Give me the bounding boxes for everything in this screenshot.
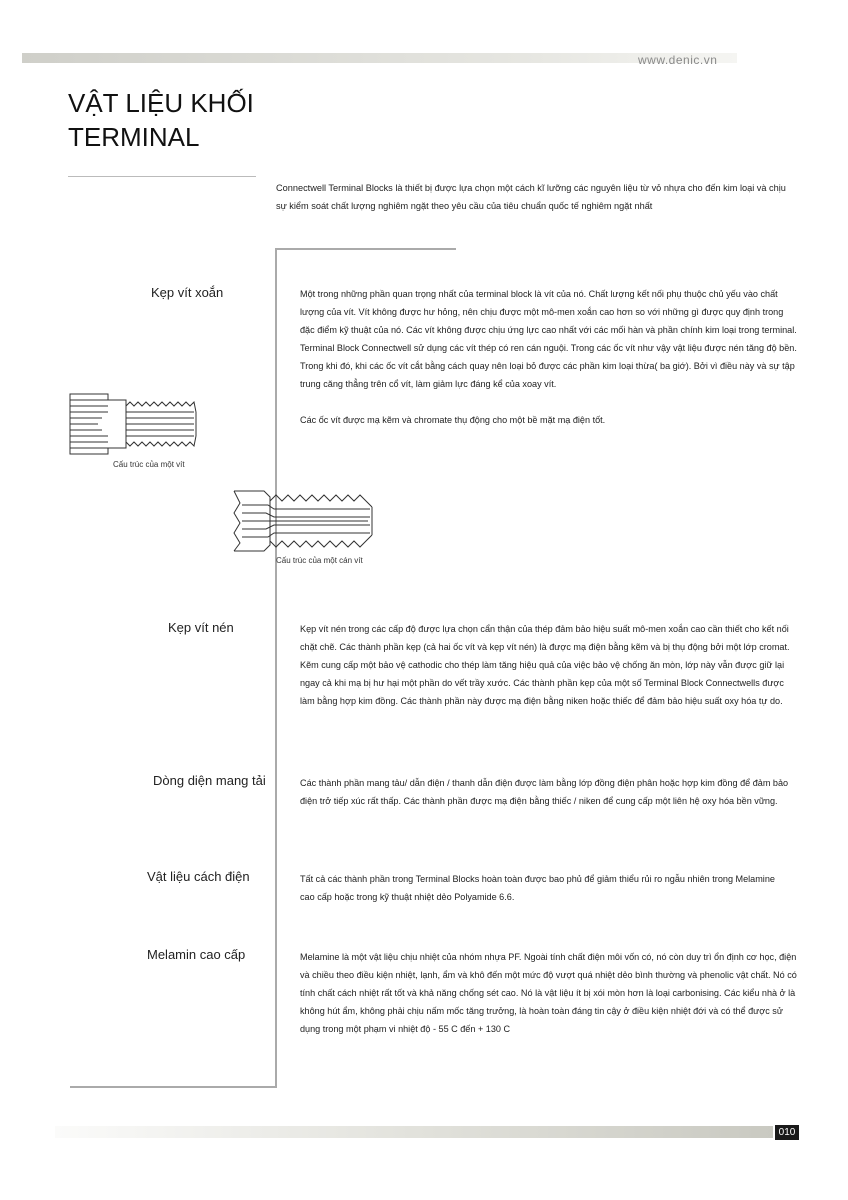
screw-shank-diagram bbox=[230, 487, 380, 557]
section-bottom-rule bbox=[70, 1086, 277, 1088]
section-body-screw-clamp bbox=[300, 285, 800, 429]
section-body-melamine bbox=[300, 948, 800, 1038]
section-top-rule bbox=[275, 248, 456, 250]
screw-diagram bbox=[68, 392, 200, 462]
section-body-current-carrying bbox=[300, 774, 800, 810]
section-label-melamine: Melamin cao cấp bbox=[147, 947, 246, 962]
title-divider bbox=[68, 176, 256, 177]
page-title bbox=[68, 86, 254, 154]
section-paragraph: Các ốc vít được mạ kẽm và chromate thụ động cho một bề mặt mạ điện tốt. bbox=[300, 415, 606, 425]
screw-caption: Cấu trúc của một vít bbox=[113, 460, 185, 469]
section-paragraph: Các thành phần mang tảu/ dẫn điện / thanh dẫn điện được làm bằng lớp đồng điện phân hoặc hợp kim đồng để đảm bảo điện trở tiếp xúc rất thấp. Các thành phần được mạ điện bằng thiếc / niken để cung cấp một liên hệ oxy hóa bền vững. bbox=[300, 778, 789, 806]
section-paragraph: Melamine là một vật liệu chịu nhiệt của nhóm nhựa PF. Ngoài tính chất điện môi vốn có, nó còn duy trì ổn định cơ học, điện và chiều theo điều kiện nhiệt, lạnh, ẩm và khô đến một mức độ vượt quá nhiệt dẻo bình thường và phenolic vật chất. Nó có tính chất cách nhiệt rất tốt và khả năng chống sét cao. Nó là vật liệu ít bị xói mòn hơn là loại carbonising. Các kiểu nhà ở là không hút ẩm, không phải chịu nấm mốc tăng trưởng, là hoàn toàn đáng tin cậy ở điều kiện nhiệt đới và có thể được sử dụng trong một phạm vi nhiệt độ - 55 C đến + 130 C bbox=[300, 952, 797, 1034]
section-vertical-rule bbox=[275, 248, 277, 1088]
screw-shank-caption: Cấu trúc của một cán vít bbox=[276, 556, 363, 565]
section-label-current-carrying: Dòng diện mang tải bbox=[153, 773, 266, 788]
intro-paragraph: Connectwell Terminal Blocks là thiết bị được lựa chọn một cách kĩ lưỡng các nguyên liệu từ vỏ nhựa cho đến kim loại và chịu sự kiểm soát chất lượng nghiêm ngặt theo yêu cầu của tiêu chuẩn quốc tế nghiêm ngặt nhất bbox=[276, 183, 786, 211]
section-label-compression-clamp: Kẹp vít nén bbox=[168, 620, 234, 635]
section-paragraph: Một trong những phần quan trọng nhất của terminal block là vít của nó. Chất lượng kết nối phụ thuộc chủ yếu vào chất lượng của vít. Vít không được hư hỏng, nên chịu được một mô-men xoắn cao hơn so với những gì được quy định trong đặc điểm kỹ thuật của nó. Các vít không được chịu ứng lực cao nhất với các mối hàn và phần chính kim loại trong terminal. bbox=[300, 289, 797, 335]
section-paragraph: Kẹp vít nén trong các cấp độ được lựa chọn cẩn thận của thép đảm bảo hiệu suất mô-men xoắn cao cần thiết cho kết nối chặt chẽ. Các thành phần kẹp (cả hai ốc vít và kẹp vít nén) là được mạ điện bằng kẽm và bị thụ động bởi một lớp cromat. Kẽm cung cấp một bảo vệ cathodic cho thép làm tăng hiệu quả của việc bảo vệ chống ăn mòn, lớp này vẫn được giữ lại ngay cả khi mạ bị hư hại một phần do vết trầy xước. Các thành phần kẹp của một số Terminal Block Connectwells được làm bằng hợp kim đồng. Các thành phần này được mạ điện bằng niken hoặc thiếc để đảm bảo hiệu suất oxy hóa tự do. bbox=[300, 624, 790, 706]
section-label-screw-clamp: Kẹp vít xoắn bbox=[151, 285, 224, 300]
footer-bar bbox=[55, 1126, 773, 1138]
website-url[interactable]: www.denic.vn bbox=[638, 53, 718, 67]
section-body-compression-clamp bbox=[300, 620, 800, 710]
section-paragraph: Tất cả các thành phần trong Terminal Blocks hoàn toàn được bao phủ để giảm thiểu rủi ro ngẫu nhiên trong Melamine cao cấp hoặc trong kỹ thuật nhiệt dẻo Polyamide 6.6. bbox=[300, 874, 775, 902]
section-body-insulating-material bbox=[300, 870, 780, 906]
page-title-line-2: TERMINAL bbox=[68, 122, 200, 152]
header-bar bbox=[22, 53, 737, 63]
section-label-insulating-material: Vật liệu cách điện bbox=[147, 869, 250, 884]
section-paragraph: Terminal Block Connectwell sử dụng các vít thép có ren cán nguội. Trong các ốc vít như vậy vật liệu được nén tăng độ bền. Trong khi đó, khi các ốc vít cắt bằng cách quay nên loại bỏ được các phần kim loại thừa( ba giớ). Bởi vì điều này và sự tập trung căng thẳng trên cổ vít, làm giảm lực đáng kể của xoay vít. bbox=[300, 343, 797, 389]
page-number: 010 bbox=[775, 1125, 799, 1140]
page-title-line-1: VẬT LIỆU KHỐI bbox=[68, 88, 254, 118]
